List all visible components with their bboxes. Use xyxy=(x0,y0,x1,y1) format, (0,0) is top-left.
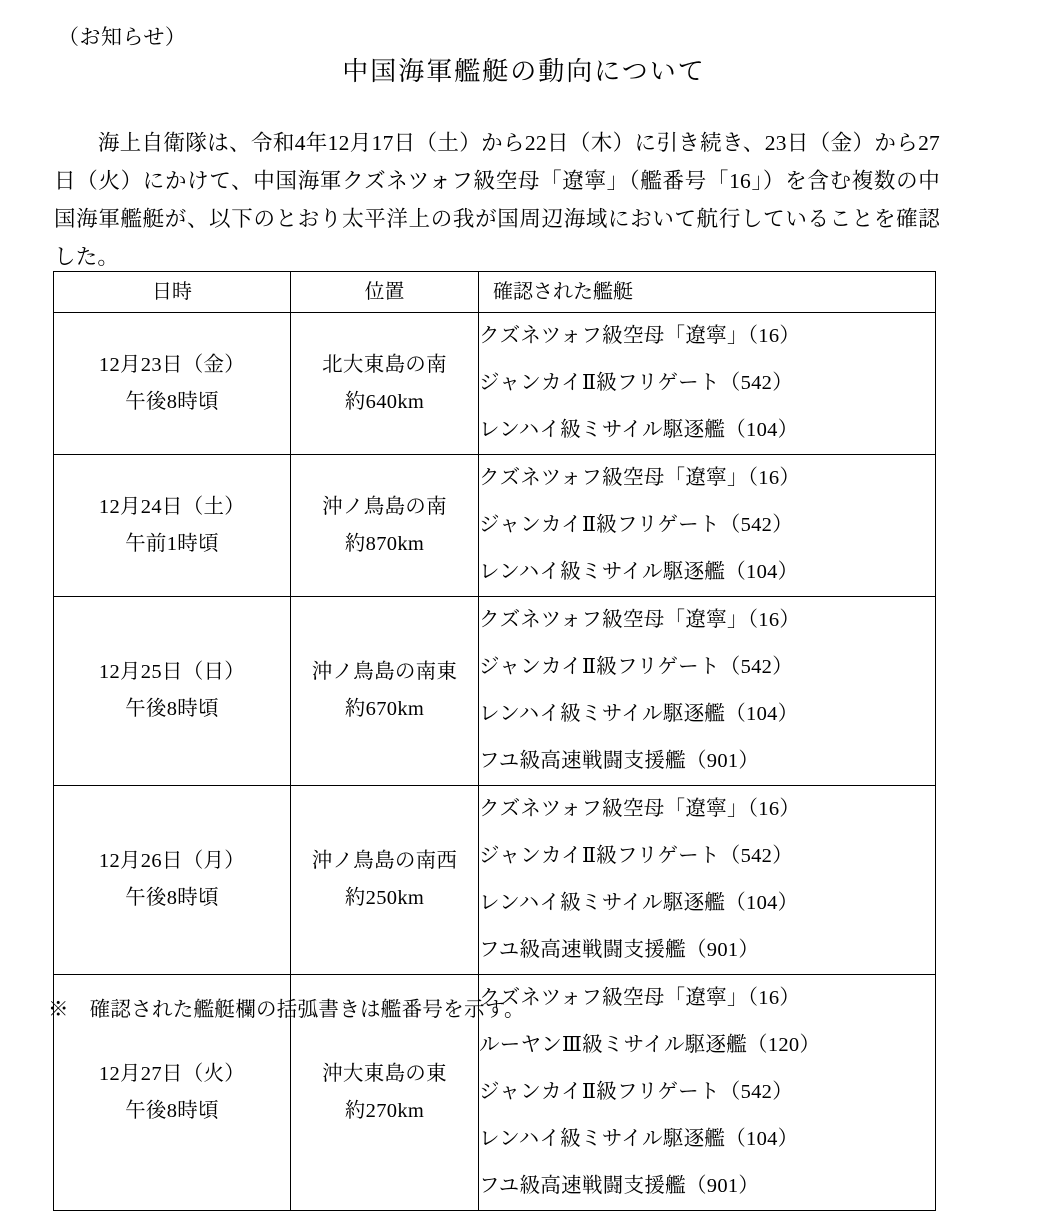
vessel-entry: ジャンカイⅡ級フリゲート（542） xyxy=(479,845,794,867)
table-row xyxy=(54,597,936,786)
cell-location xyxy=(291,786,479,975)
vessel-entry: レンハイ級ミサイル駆逐艦（104） xyxy=(479,703,799,725)
datetime-time: 午後8時頃 xyxy=(125,698,219,720)
vessel-entry: クズネツォフ級空母「遼寧」（16） xyxy=(479,609,801,631)
vessel-entry: レンハイ級ミサイル駆逐艦（104） xyxy=(479,892,799,914)
location-place: 沖ノ鳥島の南西 xyxy=(311,850,458,872)
location-distance: 約670km xyxy=(344,698,425,720)
vessel-entry: ジャンカイⅡ級フリゲート（542） xyxy=(479,514,794,536)
location-place: 沖大東島の東 xyxy=(322,1062,447,1085)
column-header-vessels: 確認された艦艇 xyxy=(479,272,936,313)
vessel-entry: クズネツォフ級空母「遼寧」（16） xyxy=(479,325,801,347)
column-header-datetime: 日時 xyxy=(54,272,291,313)
cell-vessels xyxy=(479,455,936,597)
cell-vessels xyxy=(479,313,936,455)
cell-vessels xyxy=(479,597,936,786)
column-header-location: 位置 xyxy=(291,272,479,313)
location-place: 沖ノ鳥島の南 xyxy=(322,495,447,518)
vessel-entry: フユ級高速戦闘支援艦（901） xyxy=(479,939,760,961)
body-paragraph: 海上自衛隊は、令和4年12月17日（土）から22日（木）に引き続き、23日（金）から27日（火）にかけて、中国海軍クズネツォフ級空母「遼寧」（艦番号「16」）を含む複数の中国海軍艦艇が、以下のとおり太平洋上の我が国周辺海域において航行していることを確認した。 xyxy=(54,131,940,269)
table-row xyxy=(54,786,936,975)
vessel-entry: ジャンカイⅡ級フリゲート（542） xyxy=(479,372,794,394)
cell-vessels xyxy=(479,786,936,975)
notice-label: （お知らせ） xyxy=(58,25,187,49)
datetime-date: 12月25日（日） xyxy=(98,661,246,683)
location-place: 北大東島の南 xyxy=(322,353,447,376)
datetime-time: 午後8時頃 xyxy=(125,390,219,413)
vessel-entry: ジャンカイⅡ級フリゲート（542） xyxy=(479,656,794,678)
datetime-date: 12月26日（月） xyxy=(98,850,246,872)
vessel-entry: クズネツォフ級空母「遼寧」（16） xyxy=(479,467,801,489)
table-row xyxy=(54,313,936,455)
vessel-entry: クズネツォフ級空母「遼寧」（16） xyxy=(479,798,801,820)
datetime-date: 12月27日（火） xyxy=(98,1062,246,1085)
datetime-date: 12月23日（金） xyxy=(98,353,246,376)
cell-location xyxy=(291,597,479,786)
vessel-entry: フユ級高速戦闘支援艦（901） xyxy=(479,1175,760,1197)
table-body xyxy=(54,313,936,1211)
vessel-entry: レンハイ級ミサイル駆逐艦（104） xyxy=(479,561,799,583)
footnote: ※ 確認された艦艇欄の括弧書きは艦番号を示す。 xyxy=(48,999,525,1021)
datetime-time: 午後8時頃 xyxy=(125,887,219,909)
cell-location xyxy=(291,313,479,455)
location-distance: 約640km xyxy=(344,390,425,413)
vessel-entry: ジャンカイⅡ級フリゲート（542） xyxy=(479,1081,794,1103)
vessel-entry: フユ級高速戦闘支援艦（901） xyxy=(479,750,760,772)
cell-datetime xyxy=(54,313,291,455)
vessel-sightings-table xyxy=(53,271,936,1211)
cell-location xyxy=(291,455,479,597)
cell-datetime xyxy=(54,597,291,786)
vessel-entry: レンハイ級ミサイル駆逐艦（104） xyxy=(479,1128,799,1150)
cell-vessels xyxy=(479,975,936,1211)
datetime-time: 午後8時頃 xyxy=(125,1099,219,1122)
location-place: 沖ノ鳥島の南東 xyxy=(311,661,458,683)
vessel-entry: レンハイ級ミサイル駆逐艦（104） xyxy=(479,419,799,441)
table-header-row xyxy=(54,272,936,313)
table-header xyxy=(54,272,936,313)
location-distance: 約870km xyxy=(344,532,425,555)
location-distance: 約270km xyxy=(344,1099,425,1122)
datetime-date: 12月24日（土） xyxy=(98,495,246,518)
table-row xyxy=(54,455,936,597)
vessel-entry: ルーヤンⅢ級ミサイル駆逐艦（120） xyxy=(479,1034,821,1056)
cell-datetime xyxy=(54,786,291,975)
datetime-time: 午前1時頃 xyxy=(125,532,219,555)
location-distance: 約250km xyxy=(344,887,425,909)
vessel-entry: クズネツォフ級空母「遼寧」（16） xyxy=(479,987,801,1009)
page-title: 中国海軍艦艇の動向について xyxy=(342,57,706,86)
cell-datetime xyxy=(54,455,291,597)
